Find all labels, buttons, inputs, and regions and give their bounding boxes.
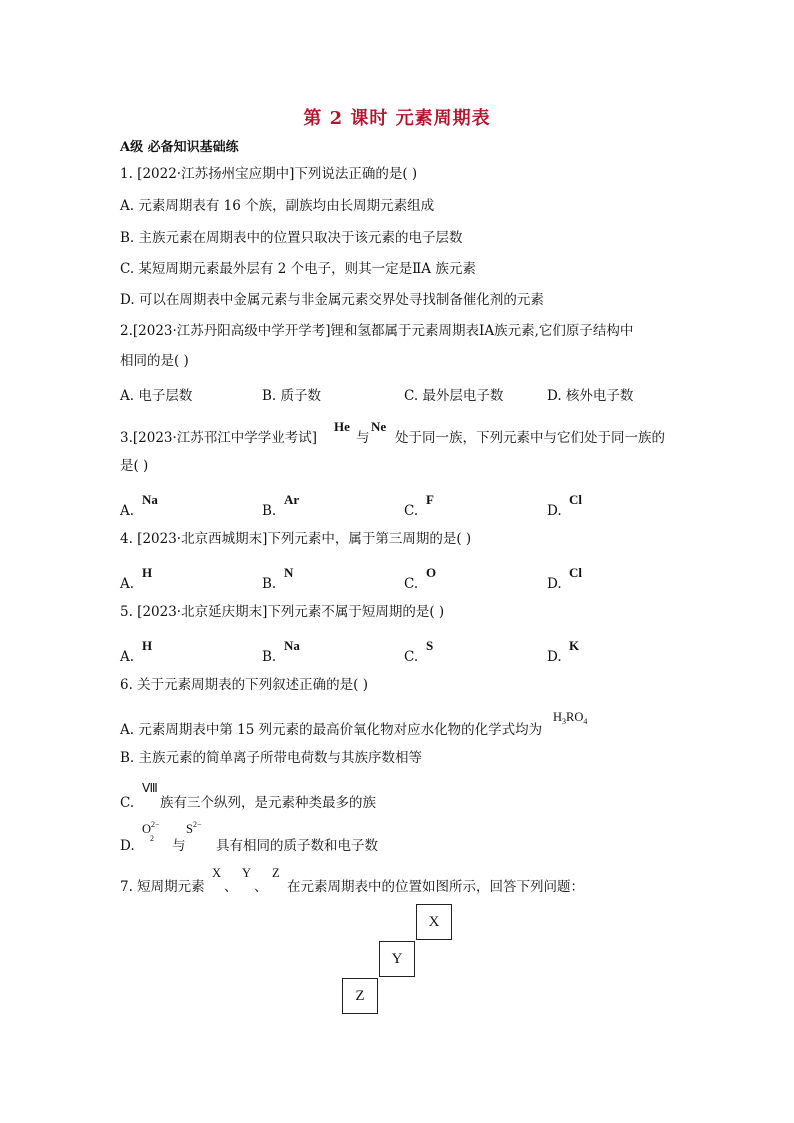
q1-option-b: B. 主族元素在周期表中的位置只取决于该元素的电子层数	[120, 230, 463, 246]
q3-element-he: He	[334, 419, 350, 434]
q6-option-d-formula-1: $O^{2-}$	[142, 820, 160, 836]
q2-option-d: D. 核外电子数	[547, 388, 634, 404]
q3-option-d-label: D.	[547, 503, 562, 519]
q4-option-b-element: N	[284, 565, 294, 580]
q6-option-d-formula-1-subscript: 2	[150, 834, 154, 843]
q1-option-d: D. 可以在周期表中金属元素与非金属元素交界处寻找制备催化剂的元素	[120, 292, 544, 308]
q5-option-b-label: B.	[262, 649, 277, 665]
q5-option-a-element: H	[142, 638, 153, 653]
q7-element-y: Y	[242, 866, 252, 880]
q6-option-c-label: C.	[120, 795, 135, 811]
q5-option-a-label: A.	[120, 649, 135, 665]
q2-option-a: A. 电子层数	[120, 388, 193, 404]
q4-option-d-element: Cl	[569, 565, 582, 580]
q3-option-a-element: Na	[142, 492, 158, 507]
q4-option-c-label: C.	[404, 576, 419, 592]
q7-element-z: Z	[272, 866, 280, 880]
q2-stem-line1: 2.[2023·江苏丹阳高级中学开学考]锂和氢都属于元素周期表ⅠA族元素,它们原子结构中	[120, 323, 634, 339]
q1-stem: 1. [2022·江苏扬州宝应期中]下列说法正确的是( )	[120, 166, 418, 182]
q7-separator-2: 、	[254, 879, 268, 895]
q6-stem: 6. 关于元素周期表的下列叙述正确的是( )	[120, 677, 368, 693]
q3-option-d-element: Cl	[569, 492, 582, 507]
q3-option-c-element: F	[426, 492, 434, 507]
q3-option-b-element: Ar	[284, 492, 300, 507]
q7-stem-part2: 在元素周期表中的位置如图所示，回答下列问题：	[287, 879, 584, 895]
q6-option-a: A. 元素周期表中第 15 列元素的最高价氧化物对应水化物的化学式均为	[120, 722, 543, 738]
q6-option-c-text: 族有三个纵列，是元素种类最多的族	[160, 795, 376, 811]
q3-stem-and: 与	[356, 430, 370, 446]
lesson-title: 第 2 课时 元素周期表	[303, 108, 491, 129]
periodic-cell-x: X	[416, 904, 452, 940]
q6-option-d-text: 具有相同的质子数和电子数	[216, 838, 378, 854]
q5-option-d-element: K	[569, 638, 580, 653]
q5-option-d-label: D.	[547, 649, 562, 665]
periodic-cell-y: Y	[379, 941, 415, 977]
q3-stem-part1: 3.[2023·江苏邗江中学学业考试]	[120, 430, 318, 446]
q6-option-c-group-symbol: Ⅷ	[142, 781, 158, 795]
q1-option-c: C. 某短周期元素最外层有 2 个电子，则其一定是ⅡA 族元素	[120, 261, 476, 277]
q7-stem-part1: 7. 短周期元素	[120, 879, 205, 895]
q6-option-d-label: D.	[120, 838, 135, 854]
q5-option-c-element: S	[426, 638, 434, 653]
q4-option-d-label: D.	[547, 576, 562, 592]
q5-option-c-label: C.	[404, 649, 419, 665]
q3-stem-line2: 是( )	[120, 458, 149, 474]
q4-option-b-label: B.	[262, 576, 277, 592]
q4-option-a-element: H	[142, 565, 153, 580]
q5-option-b-element: Na	[284, 638, 300, 653]
q6-option-a-formula: $H_3RO_4$	[553, 710, 588, 726]
q3-option-b-label: B.	[262, 503, 277, 519]
q7-separator-1: 、	[224, 879, 238, 895]
q3-element-ne: Ne	[371, 419, 387, 434]
section-heading: A级 必备知识基础练	[120, 140, 239, 155]
q4-stem: 4. [2023·北京西城期末]下列元素中，属于第三周期的是( )	[120, 531, 472, 547]
q2-option-b: B. 质子数	[262, 388, 322, 404]
q5-stem: 5. [2023·北京延庆期末]下列元素不属于短周期的是( )	[120, 604, 445, 620]
q6-option-d-formula-2: $S^{2-}$	[186, 820, 202, 836]
q7-element-x: X	[212, 866, 222, 880]
periodic-cell-z: Z	[342, 978, 378, 1014]
q6-option-b: B. 主族元素的简单离子所带电荷数与其族序数相等	[120, 750, 423, 766]
q2-stem-line2: 相同的是( )	[120, 353, 189, 369]
q6-option-d-and: 与	[172, 838, 186, 854]
q4-option-a-label: A.	[120, 576, 135, 592]
q1-option-a: A. 元素周期表有 16 个族，副族均由长周期元素组成	[120, 198, 435, 214]
q2-option-c: C. 最外层电子数	[404, 388, 504, 404]
q4-option-c-element: O	[426, 565, 437, 580]
q3-stem-part2: 处于同一族，下列元素中与它们处于同一族的	[395, 430, 665, 446]
q3-option-c-label: C.	[404, 503, 419, 519]
q3-option-a-label: A.	[120, 503, 135, 519]
